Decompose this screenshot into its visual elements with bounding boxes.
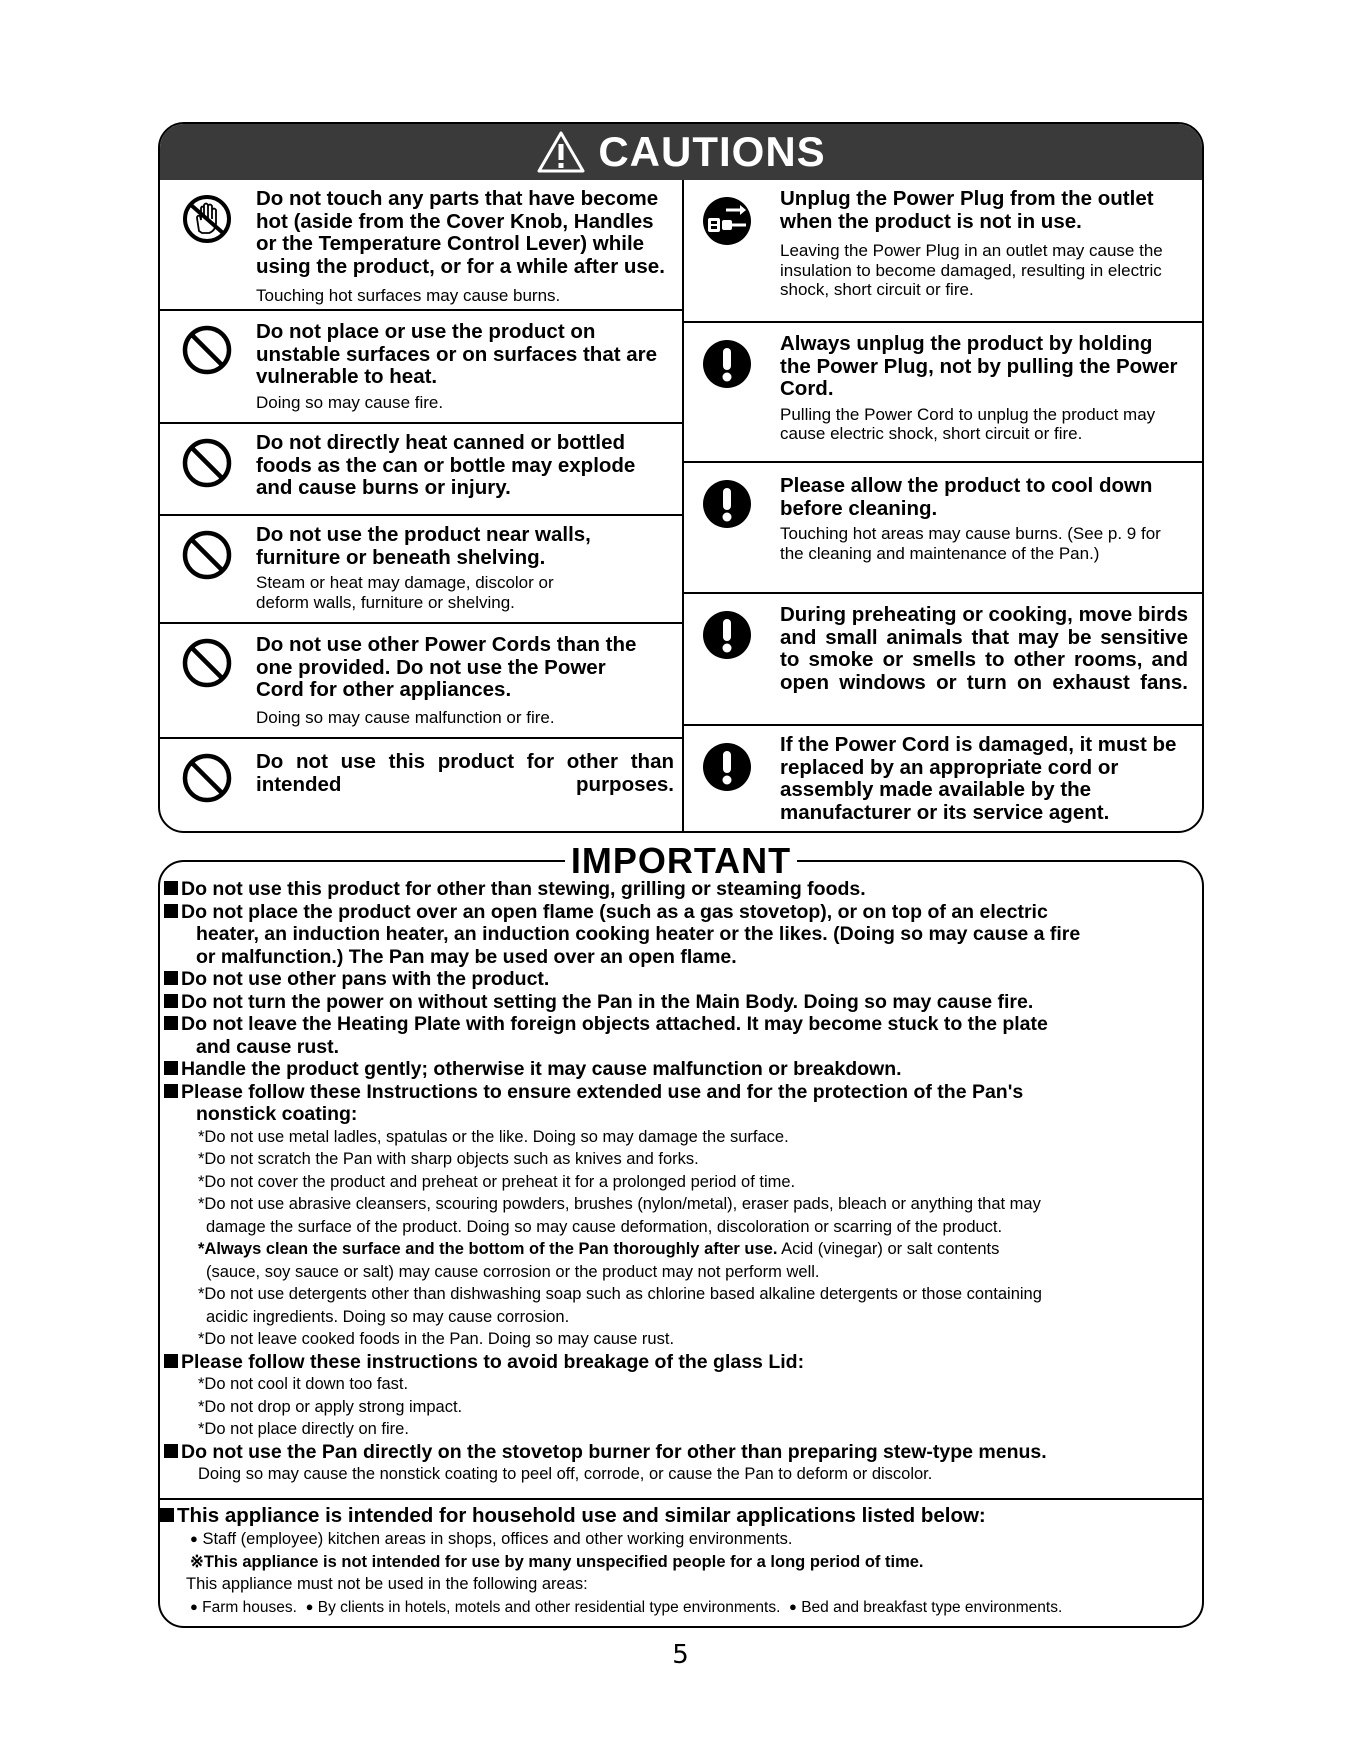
bullet-square-icon <box>164 1444 178 1458</box>
important-line: Do not place the product over an open flame (such as a gas stovetop), or on top of an electric <box>164 901 1194 924</box>
important-subline: *Do not use abrasive cleansers, scouring powders, brushes (nylon/metal), eraser pads, bleach or anything that may <box>198 1195 1041 1213</box>
cautions-left-column <box>160 180 684 831</box>
bullet-square-icon <box>164 971 178 985</box>
prohibited-icon <box>182 638 232 688</box>
important-box <box>158 840 1204 1628</box>
important-subline: *Do not use detergents other than dishwashing soap such as chlorine based alkaline detergents or those containing <box>198 1285 1042 1303</box>
area-item: By clients in hotels, motels and other residential type environments. <box>317 1598 781 1616</box>
important-line: Do not use this product for other than stewing, grilling or steaming foods. <box>164 878 1194 901</box>
important-subline: Doing so may cause the nonstick coating to peel off, corrode, or cause the Pan to deform or discolor. <box>198 1465 933 1483</box>
important-subline: *Do not scratch the Pan with sharp objects such as knives and forks. <box>198 1150 699 1168</box>
bullet-dot-icon: ● <box>190 1531 198 1546</box>
cautions-right-column <box>684 180 1202 831</box>
caution-heading: Do not place or use the product on unstable surfaces or on surfaces that are vulnerable to heat. <box>256 320 658 388</box>
important-subline: *Do not cover the product and preheat or preheat it for a prolonged period of time. <box>198 1172 796 1191</box>
important-line: Do not use the Pan directly on the stovetop burner for other than preparing stew-type menus. <box>164 1441 1194 1464</box>
bullet-dot-icon: ● <box>190 1598 198 1614</box>
important-subline: *Do not place directly on fire. <box>198 1420 409 1438</box>
page-number: 5 <box>672 1640 689 1670</box>
usage-must-not: This appliance must not be used in the following areas: <box>186 1575 588 1593</box>
caution-heading: If the Power Cord is damaged, it must be replaced by an appropriate cord or assembly made available by the manufacturer or its service agent. <box>780 733 1177 824</box>
bullet-square-icon <box>164 1084 178 1098</box>
mandatory-action-icon <box>702 742 752 792</box>
important-divider <box>160 1498 1202 1500</box>
prohibited-icon <box>182 438 232 488</box>
prohibited-icon <box>182 325 232 375</box>
mandatory-action-icon <box>702 610 752 660</box>
caution-item <box>160 739 682 831</box>
caution-heading: Do not directly heat canned or bottled foods as the can or bottle may explode and cause burns or injury. <box>256 431 636 499</box>
important-subline: *Do not cool it down too fast. <box>198 1375 409 1393</box>
important-line: Do not use other pans with the product. <box>164 968 1194 991</box>
cautions-title: CAUTIONS <box>598 128 826 175</box>
mandatory-action-icon <box>702 339 752 389</box>
important-subline: *Do not leave cooked foods in the Pan. Doing so may cause rust. <box>198 1330 675 1348</box>
important-title-wrap <box>160 840 1202 882</box>
caution-item <box>684 463 1202 594</box>
cautions-box <box>158 122 1204 833</box>
important-line: Please follow these Instructions to ensure extended use and for the protection of the Pan's <box>164 1081 1194 1104</box>
prohibited-icon <box>182 530 232 580</box>
important-line: Do not leave the Heating Plate with foreign objects attached. It may become stuck to the plate <box>164 1013 1194 1036</box>
bullet-square-icon <box>160 1508 174 1522</box>
important-list <box>164 878 1194 1486</box>
usage-staff: ● Staff (employee) kitchen areas in shops, offices and other working environments. <box>190 1530 793 1548</box>
bullet-square-icon <box>164 1016 178 1030</box>
cautions-header <box>160 124 1202 180</box>
important-subline: (sauce, soy sauce or salt) may cause corrosion or the product may not perform well. <box>206 1262 820 1281</box>
caution-heading: Do not use this product for other than intended purposes. <box>256 750 674 796</box>
bullet-square-icon <box>164 1061 178 1075</box>
caution-heading: Do not use the product near walls, furniture or beneath shelving. <box>256 523 591 569</box>
caution-heading: Please allow the product to cool down before cleaning. <box>780 474 1153 520</box>
caution-item <box>160 424 682 516</box>
important-subline: *Always clean the surface and the bottom of the Pan thoroughly after use. Acid (vinegar) or salt contents <box>198 1240 1000 1258</box>
caution-body: Touching hot surfaces may cause burns. <box>256 286 561 305</box>
caution-heading: Do not touch any parts that have become hot (aside from the Cover Knob, Handles or the Temperature Control Lever) while using the product, or for a while after use. <box>256 187 665 278</box>
important-line: Please follow these instructions to avoid breakage of the glass Lid: <box>164 1351 1194 1374</box>
bullet-dot-icon: ● <box>789 1598 797 1614</box>
caution-item <box>160 311 682 424</box>
caution-item <box>684 726 1202 831</box>
caution-heading: Do not use other Power Cords than the one provided. Do not use the Power Cord for other appliances. <box>256 633 637 701</box>
mandatory-action-icon <box>702 479 752 529</box>
important-line: nonstick coating: <box>196 1103 358 1125</box>
caution-body: Steam or heat may damage, discolor or deform walls, furniture or shelving. <box>256 573 554 612</box>
caution-item <box>160 516 682 624</box>
prohibited-icon <box>182 753 232 803</box>
important-subline: acidic ingredients. Doing so may cause corrosion. <box>206 1307 570 1326</box>
caution-item <box>684 180 1202 323</box>
important-line: Do not turn the power on without setting the Pan in the Main Body. Doing so may cause fire. <box>164 991 1194 1014</box>
usage-notice <box>160 1504 1194 1619</box>
caution-item <box>684 323 1202 463</box>
important-line: and cause rust. <box>196 1035 340 1058</box>
usage-not-intended: ※This appliance is not intended for use by many unspecified people for a long period of time. <box>190 1552 924 1571</box>
bullet-dot-icon: ● <box>305 1598 314 1614</box>
no-touch-hand-icon <box>182 194 232 244</box>
important-line: heater, an induction heater, an induction cooking heater or the likes. (Doing so may cause a fire <box>196 923 1081 945</box>
important-subline: *Do not use metal ladles, spatulas or the like. Doing so may damage the surface. <box>198 1127 789 1146</box>
area-item: Bed and breakfast type environments. <box>801 1598 1063 1616</box>
caution-heading: During preheating or cooking, move birds and small animals that may be sensitive to smoke or smells to other rooms, and open windows or turn on exhaust fans. <box>780 603 1188 694</box>
unplug-icon <box>702 196 752 246</box>
usage-areas <box>160 1596 1194 1620</box>
caution-body: Doing so may cause fire. <box>256 392 444 412</box>
caution-body: Doing so may cause malfunction or fire. <box>256 707 555 727</box>
caution-heading: Unplug the Power Plug from the outlet when the product is not in use. <box>780 187 1154 233</box>
caution-heading: Always unplug the product by holding the Power Plug, not by pulling the Power Cord. <box>780 332 1178 400</box>
bullet-square-icon <box>164 881 178 895</box>
important-line: or malfunction.) The Pan may be used over an open flame. <box>196 945 737 968</box>
caution-body: Touching hot areas may cause burns. (See p. 9 for the cleaning and maintenance of the Pan.) <box>780 524 1161 563</box>
caution-item <box>684 594 1202 726</box>
caution-body: Pulling the Power Cord to unplug the product may cause electric shock, short circuit or fire. <box>780 404 1156 443</box>
caution-body: Leaving the Power Plug in an outlet may cause the insulation to become damaged, resulting in electric shock, short circuit or fire. <box>780 241 1163 299</box>
area-item: Farm houses. <box>202 1598 297 1616</box>
warning-triangle-icon <box>536 130 586 174</box>
caution-item <box>160 180 682 311</box>
important-subline: *Do not drop or apply strong impact. <box>198 1397 463 1416</box>
important-subline: damage the surface of the product. Doing so may cause deformation, discoloration or scarring of the product. <box>206 1217 1003 1236</box>
important-line: Handle the product gently; otherwise it may cause malfunction or breakdown. <box>164 1058 1194 1081</box>
usage-heading: This appliance is intended for household use and similar applications listed below: <box>160 1504 1194 1528</box>
bullet-square-icon <box>164 904 178 918</box>
important-title: IMPORTANT <box>565 840 797 881</box>
bullet-square-icon <box>164 1354 178 1368</box>
bullet-square-icon <box>164 994 178 1008</box>
caution-item <box>160 624 682 739</box>
